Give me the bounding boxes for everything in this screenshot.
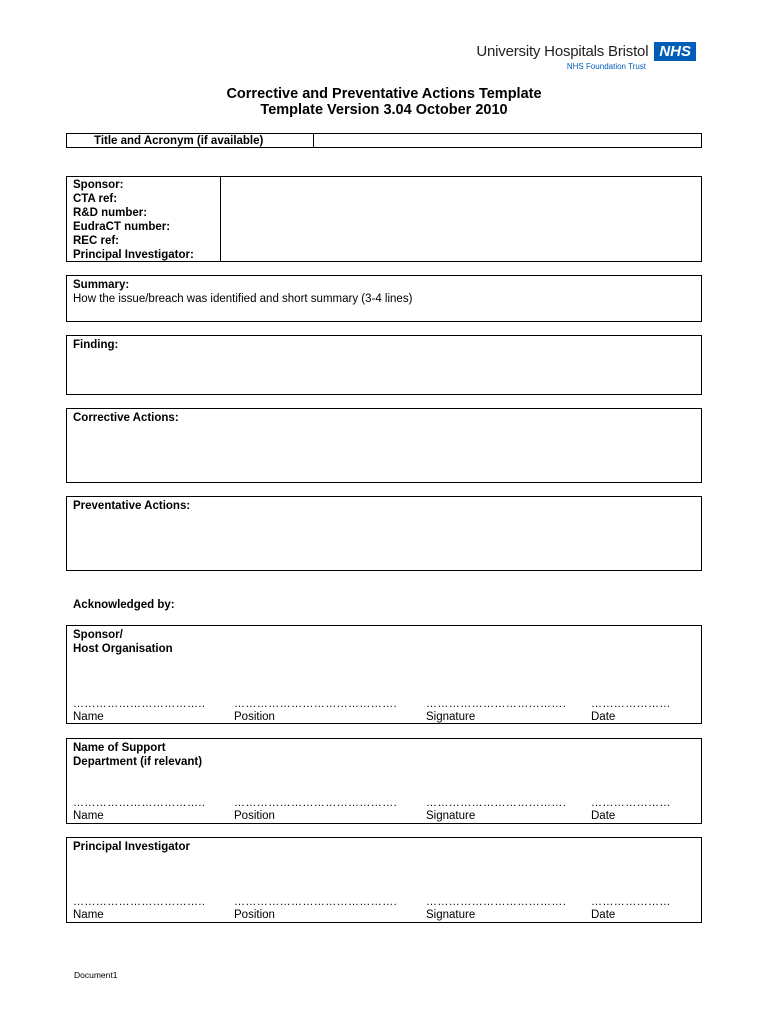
date-caption: Date bbox=[591, 810, 616, 822]
signoff-heading-line-1: Name of Support bbox=[73, 742, 166, 754]
signoff-heading-line-2: Department (if relevant) bbox=[73, 756, 203, 768]
date-dots[interactable]: ………………… bbox=[591, 797, 671, 809]
trust-logo bbox=[476, 42, 696, 71]
sponsor-info-field[interactable] bbox=[221, 177, 701, 261]
sponsor-info-labels bbox=[67, 177, 221, 261]
title-acronym-label: Title and Acronym (if available) bbox=[67, 134, 314, 147]
position-dots[interactable]: ……………………………………. bbox=[234, 698, 398, 710]
title-line-2: Template Version 3.04 October 2010 bbox=[260, 102, 508, 118]
finding-label: Finding: bbox=[73, 339, 119, 351]
signoff-heading-line-1: Sponsor/ bbox=[73, 629, 123, 641]
date-caption: Date bbox=[591, 909, 616, 921]
summary-label: Summary: bbox=[73, 279, 130, 291]
cta-ref-label: CTA ref: bbox=[73, 193, 118, 205]
position-caption: Position bbox=[234, 810, 275, 822]
corrective-actions-box[interactable] bbox=[66, 408, 702, 483]
preventative-actions-box[interactable] bbox=[66, 496, 702, 571]
finding-box[interactable] bbox=[66, 335, 702, 395]
signoff-heading-line-2: Host Organisation bbox=[73, 643, 173, 655]
name-caption: Name bbox=[73, 810, 104, 822]
logo-subtitle: NHS Foundation Trust bbox=[566, 62, 646, 71]
signature-caption: Signature bbox=[426, 711, 476, 723]
sponsor-info-table bbox=[66, 176, 702, 262]
name-dots[interactable]: …………………………….. bbox=[73, 698, 206, 710]
signature-dots[interactable]: ………………………………. bbox=[426, 698, 567, 710]
rec-ref-label: REC ref: bbox=[73, 235, 120, 247]
name-caption: Name bbox=[73, 909, 104, 921]
acknowledged-by-label: Acknowledged by: bbox=[73, 599, 175, 611]
position-dots[interactable]: ……………………………………. bbox=[234, 896, 398, 908]
principal-investigator-label: Principal Investigator: bbox=[73, 249, 194, 261]
position-dots[interactable]: ……………………………………. bbox=[234, 797, 398, 809]
preventative-actions-label: Preventative Actions: bbox=[73, 500, 191, 512]
date-dots[interactable]: ………………… bbox=[591, 698, 671, 710]
principal-investigator-signoff-box bbox=[66, 837, 702, 923]
signature-dots[interactable]: ………………………………. bbox=[426, 896, 567, 908]
signature-caption: Signature bbox=[426, 810, 476, 822]
position-caption: Position bbox=[234, 909, 275, 921]
name-caption: Name bbox=[73, 711, 104, 723]
summary-box[interactable] bbox=[66, 275, 702, 322]
date-caption: Date bbox=[591, 711, 616, 723]
logo-org-name: University Hospitals Bristol bbox=[476, 43, 649, 60]
signature-dots[interactable]: ………………………………. bbox=[426, 797, 567, 809]
rd-number-label: R&D number: bbox=[73, 207, 148, 219]
position-caption: Position bbox=[234, 711, 275, 723]
corrective-actions-label: Corrective Actions: bbox=[73, 412, 179, 424]
title-acronym-row bbox=[66, 133, 702, 148]
document-title bbox=[0, 86, 768, 118]
signoff-heading-line-1: Principal Investigator bbox=[73, 841, 190, 853]
sponsor-signoff-box bbox=[66, 625, 702, 724]
date-dots[interactable]: ………………… bbox=[591, 896, 671, 908]
name-dots[interactable]: …………………………….. bbox=[73, 797, 206, 809]
name-dots[interactable]: …………………………….. bbox=[73, 896, 206, 908]
title-line-1: Corrective and Preventative Actions Template bbox=[226, 86, 542, 102]
signature-caption: Signature bbox=[426, 909, 476, 921]
nhs-badge-icon: NHS bbox=[654, 42, 696, 61]
footer-document-name: Document1 bbox=[74, 970, 118, 980]
sponsor-label: Sponsor: bbox=[73, 179, 124, 191]
logo-row bbox=[476, 42, 696, 61]
summary-hint: How the issue/breach was identified and short summary (3-4 lines) bbox=[73, 293, 413, 305]
support-department-signoff-box bbox=[66, 738, 702, 824]
title-acronym-field[interactable] bbox=[314, 134, 701, 147]
eudract-number-label: EudraCT number: bbox=[73, 221, 171, 233]
